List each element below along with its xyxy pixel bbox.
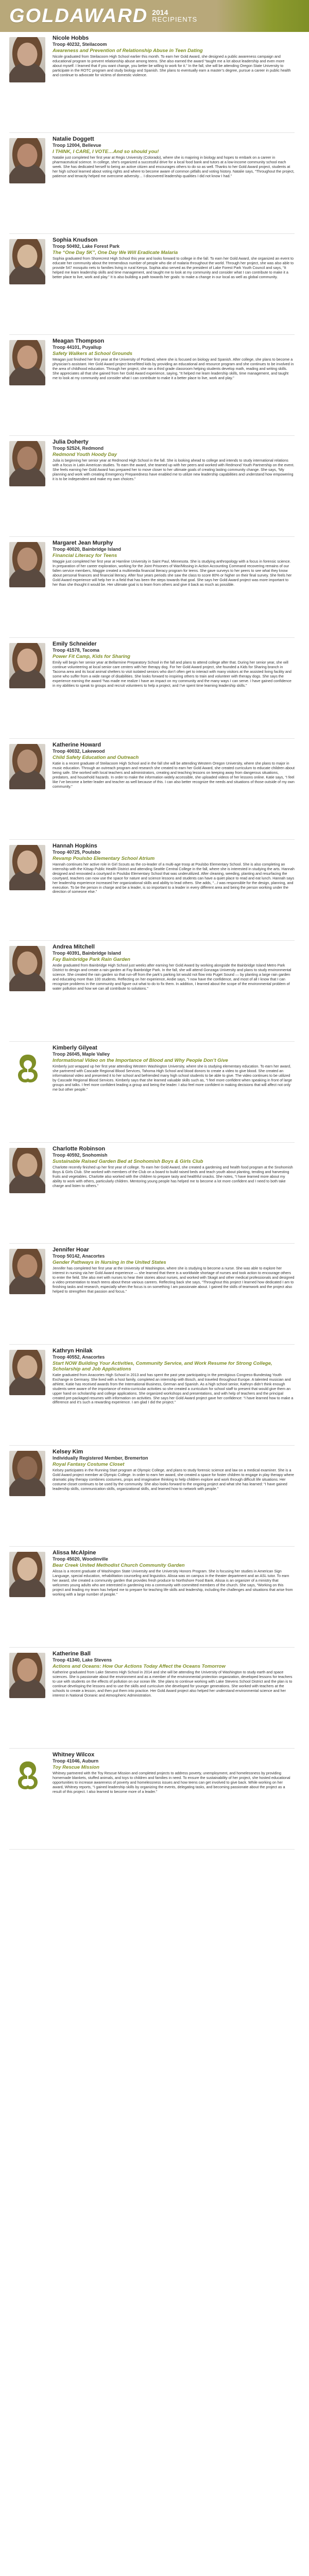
- recipient-info: [53, 1449, 295, 1543]
- recipient-photo: [9, 1552, 45, 1597]
- recipient-description: Katie is a recent graduate of Steilacoom High School and in the fall she will be attending Western Oregon University, where she plans to major in music education. Through an outreach program and research she created to earn her Gold Award, she created curriculum to educate children about being safe. She worked with local teachers and administrators, creating and teaching lessons on keeping away from dangerous situations, predators, and household hazards. In order to make the information widely accessible, she uploaded videos of her lessons online. Katie says, “I feel like I’ve become a better leader and teacher as well because of this. I can also better recognize the needs and situations of those outside of my own community.”: [53, 761, 295, 789]
- project-title: Fay Bainbridge Park Rain Garden: [53, 957, 130, 962]
- recipient-description: Whitney partnered with the Toy Rescue Mission and completed projects to address poverty, unemployment, and homelessness by providing homemade blankets, stuffed animals, and toys to children and families in need. To ensure the sustainability of her project, she hosted educational opportunities to increase awareness of poverty and homelessness issues and how teens can get involved to give back. While working on her award, Whitney reports, “I gained leadership skills by organizing the events, delegating tasks, and becoming passionate about the project as a result of this project. I also learned to become more of a leader.”: [53, 1771, 290, 1794]
- recipient-name: Sophia Knudson: [53, 237, 98, 243]
- recipient-troop: Troop 26045, Maple Valley: [53, 1052, 110, 1057]
- recipient-troop: Troop 50492, Lake Forest Park: [53, 244, 120, 249]
- recipient-info: [53, 641, 295, 735]
- recipient-info: [53, 1146, 295, 1240]
- recipient-troop: Troop 41046, Auburn: [53, 1758, 99, 1764]
- header-subtitle: RECIPIENTS: [152, 15, 198, 23]
- project-title: Start NOW Building Your Activities, Community Service, and Work Resume for Strong College, Scholarship and Job Applications: [53, 1361, 272, 1372]
- recipient-description: Nicole graduated from Steilacoom High School earlier this month. To earn her Gold Award, she designed a public awareness campaign and educational program to prevent relationship abuse among teens. She also earned the award “taught me a lot about leadership and even more about myself. I learned that if you want change, you better be willing to work for it.” In the fall, she will be attending Oregon State University to participate in the ROTC program and study biology and Spanish. She plans to eventually earn a master’s degree, pursue a career in public health and continue to advocate for victims of domestic violence.: [53, 54, 291, 77]
- recipient-name: Jennifer Hoar: [53, 1247, 89, 1253]
- recipient-card: [9, 234, 295, 335]
- recipient-card: [9, 638, 295, 739]
- recipient-info: [53, 1752, 295, 1846]
- recipient-info: [53, 843, 295, 937]
- recipient-troop: Individually Registered Member, Bremerton: [53, 1455, 148, 1461]
- recipient-info: [53, 1651, 295, 1745]
- recipient-info: [53, 540, 295, 634]
- recipient-description: Emily will begin her senior year at Bellarmine Preparatory School in the fall and plans to attend college after that. During her senior year, she will continue volunteering at local senior care centers with her therapy dog. For her Gold Award project, she founded a Kids for Sharing branch in Tacoma area and its local animal shelters to visit isolated seniors who don’t often get to interact with many visitors at the assisted living facility and some who suffer from a wide range of disabilities. She looks forward to inspiring others to train and volunteer with therapy dogs. She says the experience earning the award “has made me realize I have an impact on my community and the many ways I can serve. I have gained confidence in my abilities to speak to groups and recruit volunteers to help a project, and I’ve spent time learning leadership skills.”: [53, 660, 291, 688]
- recipient-troop: Troop 41340, Lake Stevens: [53, 1657, 112, 1663]
- recipient-name: Katherine Ball: [53, 1651, 91, 1657]
- recipient-name: Charlotte Robinson: [53, 1146, 106, 1152]
- project-title: Bear Creek United Methodist Church Community Garden: [53, 1563, 185, 1568]
- recipient-description: Julia is beginning her senior year at Redmond High School in the fall. She is looking ahead to college and intends to study international relations with a focus in Latin American studies. To earn the award, she teamed up with her peers and worked with Redmond Youth Partnership on the event. She feels earning her Gold Award has prepared her to move closer to her ultimate goals of creating lasting community change. She says, “My planning and work with creating Emergency Preparedness have enabled me to utilize new leadership capabilities and understand how empowering it is to be independent and make my own choices.”: [53, 458, 295, 481]
- project-title: Sustainable Raised Garden Bed at Snohomish Boys & Girls Club: [53, 1159, 203, 1164]
- recipient-troop: Troop 40232, Steilacoom: [53, 42, 107, 47]
- recipient-description: Charlotte recently finished up her first year of college. To earn her Gold Award, she created a gardening and health food program at the Snohomish Boys & Girls Club. She worked with members of the Club on a board to build raised beds and teach youth about planting, tending and harvesting fruits and vegetables. Charlotte also worked with the children to prepare tasty and healthful snacks. She notes, “I have learned more about my ability to work with others, particularly children. Mentoring young people has helped me to become a lot more confident and I need to both take charge and listen to others.”: [53, 1165, 293, 1188]
- recipient-info: [53, 1045, 295, 1139]
- recipient-name: Meagan Thompson: [53, 338, 105, 344]
- recipient-card: [9, 335, 295, 436]
- recipient-troop: Troop 52524, Redmond: [53, 446, 104, 451]
- recipient-troop: Troop 44101, Puyallup: [53, 345, 102, 350]
- page-header: [0, 0, 309, 32]
- project-title: Financial Literacy for Teens: [53, 553, 117, 558]
- recipient-name: Emily Schneider: [53, 641, 97, 647]
- recipient-description: Meagan just finished her first year at the University of Portland, where she is focused on biology and Spanish. After college, she plans to become a physician’s assistant. Her Gold Award project benefitted kids by providing an educational and resource program and she continues to be involved in the area of childhood education. Through her project, she ran a third grade classroom helping students develop math, reading and writing skills. She appreciates all that she gained from her Gold Award experience, saying, “It helped me learn leadership skills, time management, and taught me to look at my community and consider what I can contribute to make it a better place to live, work and play.”: [53, 357, 294, 380]
- project-title: Safety Walkers at School Grounds: [53, 351, 133, 357]
- recipient-info: [53, 1247, 295, 1341]
- recipient-card: [9, 436, 295, 537]
- trefoil-logo-icon: [9, 1754, 45, 1799]
- recipient-name: Nicole Hobbs: [53, 35, 89, 41]
- project-title: Redmond Youth Hoody Day: [53, 452, 117, 457]
- project-title: Revamp Poulsbo Elementary School Atrium: [53, 856, 155, 861]
- recipient-description: Sophia graduated from Shorecrest High School this year and looks forward to college in the fall. To earn her Gold Award, she organized an event to educate her community about the tremendous number of people who die of malaria throughout the world. Through her project, she was also able to provide 547 mosquito nets to families living in rural Kenya. Sophia also served as the president of Lake Forest Park Youth Council and says, “It helped me learn leadership skills and time management, and taught me to look at my community and consider what I can contribute to make it a better place to live, work and play.” It is also building a path towards her goals: to make a change in our local as well as global community.: [53, 256, 294, 279]
- recipient-description: Hannah continues her active role in Girl Scouts as the co-leader of a multi-age troop at Poulsbo Elementary School. She is also completing an internship with the Kitsap Public Health District and attending Seattle Central College in the fall, where she is interested in studying the arts. Hannah designed and renovated a courtyard in Poulsbo Elementary School that was underutilized. After cleaning, weeding, planting and resurfacing the courtyard, teachers can now use the space for nature and science lessons and students can have a quiet place to read and eat lunch. Hannah says her leadership experience increased her organizational skills and ability to lead others. She adds, “...I was responsible for the design, planning, and execution. To be the person in charge and be a leader, is so important to a leader in every different area and being the person working under the direction of someone else.”: [53, 862, 295, 894]
- recipient-info: [53, 1550, 295, 1644]
- recipient-card: [9, 1547, 295, 1648]
- recipient-name: Natalie Doggett: [53, 136, 94, 142]
- recipient-info: [53, 136, 295, 230]
- recipient-card: [9, 1244, 295, 1345]
- recipient-card: [9, 1749, 295, 1850]
- recipient-description: Alissa is a recent graduate of Washington State University and the University Honors Program. She is focusing her studies in American Sign Language, special education, rehabilitation counseling and linguistics. Alissa was on campus in the theater department and an ASL tutor. To earn her award, she created a community garden that provides fresh produce to Northshore Food Bank. Alissa is an organizer of a ministry that welcomes young adults who are interested in gardening into a community with committed members of the church. She says, “Working on this project and leading my team has helped me to prepare for teaching life skills and leadership, including the challenges and situations that arise from working with a large number of people.”: [53, 1569, 293, 1597]
- recipient-name: Kathryn Hnilak: [53, 1348, 93, 1354]
- recipient-name: Julia Doherty: [53, 439, 89, 445]
- recipient-description: Katie graduated from Anacortes High School in 2013 and has spent the past year participating in the prestigious Congress-Bundestag Youth Exchange in Germany. She lived with a host family, completed an internship with Bosch, and traveled throughout Europe. A talented musician and athlete, Katie has received awards from the International Business, German and Spanish. As a high school senior, Kathryn didn’t think enough students were aware of the importance of extra-curricular activities so she created a curriculum for school staff to present that would give them an upper hand on scholarship and college applications. She organized workshops and presentations, and with help of teachers and the principal created pre-packaged resumes with information on activities. She says her Gold Award project gave her confidence: “I have learned how to make a difference and it’s such a rewarding experience. I am glad I did the project.”: [53, 1372, 294, 1405]
- recipient-card: [9, 1143, 295, 1244]
- recipient-card: [9, 537, 295, 638]
- recipient-photo: [9, 1350, 45, 1395]
- recipient-card: [9, 1345, 295, 1446]
- project-title: Power Fit Camp, Kids for Sharing: [53, 654, 130, 659]
- project-title: Awareness and Prevention of Relationship Abuse in Teen Dating: [53, 48, 203, 54]
- recipient-photo: [9, 1249, 45, 1294]
- recipient-info: [53, 944, 295, 1038]
- recipient-card: [9, 1042, 295, 1143]
- recipient-list: [0, 32, 309, 1850]
- recipient-photo: [9, 845, 45, 890]
- trefoil-logo-icon: [9, 1047, 45, 1092]
- recipient-troop: Troop 50142, Anacortes: [53, 1253, 105, 1259]
- recipient-description: Jennifer has completed her first year at the University of Washington, where she is studying to become a nurse. She was able to explore her interest in nursing via her Gold Award experience — she learned that there is a worldwide shortage of nurses and took action to encourage others to enter the field. She also met with nurses to hear their stories about nurses, and worked with Skagit and other medical professionals and designed a video presentation to teach teens about these various careers. Reflecting back she says, “Throughout this project I learned how dedicated I am to finishing tasks and research, especially when the focus is on something I am passionate about. I gained the skills of teamwork and the project also helped to strengthen that passion and focus.”: [53, 1266, 295, 1294]
- recipient-photo: [9, 138, 45, 183]
- recipient-photo: [9, 441, 45, 486]
- recipient-troop: Troop 40725, Poulsbo: [53, 850, 101, 855]
- recipient-photo: [9, 37, 45, 82]
- project-title: Toy Rescue Mission: [53, 1765, 99, 1770]
- recipient-info: [53, 439, 295, 533]
- project-title: I THINK, I CARE, I VOTE…And so should you!: [53, 149, 159, 155]
- recipient-troop: Troop 45020, Woodinville: [53, 1556, 108, 1562]
- recipient-card: [9, 739, 295, 840]
- recipient-name: Margaret Jean Murphy: [53, 540, 113, 546]
- recipient-card: [9, 133, 295, 234]
- recipient-name: Andrea Mitchell: [53, 944, 95, 950]
- recipient-troop: Troop 41578, Tacoma: [53, 648, 99, 653]
- recipient-name: Whitney Wilcox: [53, 1752, 95, 1758]
- recipient-info: [53, 1348, 295, 1442]
- recipient-photo: [9, 643, 45, 688]
- recipient-description: Kelsey participates in the Running Start program at Olympic College, and plans to study forensic science and law on a medical examiner. She is a Gold Award project member at Olympic College. In order to earn her award, she created a space for foster children to engage in play therapy where dramatic play therapy combines costumes, props and imaginative thinking to help children explore and work through difficult life situations. Her costume closet continues to be used by the community. She also looks forward to the ongoing project and what she has learned: “I have gained leadership skills, communication skills, organizational skills, and learned how to network with people.”: [53, 1468, 294, 1491]
- recipient-photo: [9, 1451, 45, 1496]
- recipient-name: Kimberly Gilyeat: [53, 1045, 97, 1051]
- recipient-photo: [9, 946, 45, 991]
- header-title: GOLDAWARD: [9, 5, 148, 27]
- recipient-card: [9, 1648, 295, 1749]
- recipient-card: [9, 1446, 295, 1547]
- recipient-description: Andie graduated from Bainbridge High School just weeks after earning her Gold Award by working alongside the Bainbridge Island Metro Park District to design and create a rain garden at Fay Bainbridge Park. In the fall, she will attend Gonzaga University and plans to study environmental science. She created the rain garden so that run-off from the park’s parking lot would not flow into Puget Sound — by planting a large rain garden and educating more than 100 students. Reflecting on her experience, Andie says, “I now have the confidence, and most of all I know that I can recognize problems in the community and figure out what to do to fix them. In addition, I learned about the scope of the environmental problem of water pollution and how we can all contribute to solutions.”: [53, 963, 291, 991]
- recipient-name: Katherine Howard: [53, 742, 101, 748]
- project-title: Informational Video on the Importance of Blood and Why People Don’t Give: [53, 1058, 228, 1063]
- recipient-description: Katherine graduated from Lake Stevens High School in 2014 and she will be attending the University of Washington to study earth and space sciences. She is passionate about the environment and as a member of the environmental protection organization, developed lessons for teachers to use with students on the effects of pollution on our ocean life. She plans to continue working with Lake Stevens School District and the plan is to continue developing the lessons and to use the skills and curriculum she developed for younger generations. She worked with teachers at the schools to create a lesson, and then put them into practice. Her Gold Award project also helped her understand environmental science and her interest in National Oceanic and Atmospheric Administration.: [53, 1670, 293, 1698]
- project-title: The “One Day 5K”, One Day We Will Eradicate Malaria: [53, 250, 178, 256]
- recipient-name: Kelsey Kim: [53, 1449, 83, 1455]
- recipient-name: Hannah Hopkins: [53, 843, 97, 849]
- project-title: Actions and Oceans: How Our Actions Today Affect the Oceans Tomorrow: [53, 1664, 226, 1669]
- recipient-troop: Troop 40020, Bainbridge Island: [53, 547, 122, 552]
- recipient-troop: Troop 40552, Anacortes: [53, 1354, 105, 1360]
- recipient-photo: [9, 340, 45, 385]
- recipient-troop: Troop 40592, Snohomish: [53, 1153, 108, 1158]
- recipient-info: [53, 35, 295, 129]
- recipient-photo: [9, 542, 45, 587]
- header-year: 2014: [152, 8, 168, 16]
- recipient-card: [9, 32, 295, 133]
- recipient-info: [53, 338, 295, 432]
- header-subtitle-block: [152, 9, 197, 23]
- project-title: Child Safety Education and Outreach: [53, 755, 139, 760]
- recipient-description: Natalie just completed her first year at Regis University (Colorado), where she is majoring in biology and hopes to embark on a career in pharmaceutical science. In college, she’s organized a successful drive for a local food bank and tutors at a low-income community school each week. She has dedicated herself to being an active citizen and encourages others to do so as well. Thanks to her Gold Award project, students at her high school learned about voting rights and where to become aware of common pitfalls and voting history. Natalie says, “Throughout the project, patience and tenacity helped me overcome adversity… I discovered leadership qualities I did not know I had.”: [53, 155, 295, 178]
- recipient-description: Maggie just completed her first year at Hamline University in Saint Paul, Minnesota. She is studying anthropology with a focus in forensic science. In preparation of her career exploration, working for the Joint Prisoners of War/Missing in Action Accounting Command recovering remains of our fallen service members, Maggie created a multimedia financial literacy program for teens. She gave surveys to her peers to see what they know about personal finances and financial literacy. After four years periods she saw the class to score 80% or higher on their final survey. She feels her Gold Award experience will help her in a field that has been the steps towards that goal. She says her Gold Award project was more important to her than she thought it would be. Her ultimate goal is to learn from others and give it back as much as possible.: [53, 559, 292, 587]
- recipient-photo: [9, 744, 45, 789]
- recipient-photo: [9, 1148, 45, 1193]
- recipient-card: [9, 941, 295, 1042]
- recipient-info: [53, 237, 295, 331]
- recipient-description: Kimberly just wrapped up her first year attending Western Washington University, where she is studying elementary education. To earn her award, she partnered with Cascade Regional Blood Services, Tahoma High School and blood donors to create a video to give blood. She created an informational video and presented it to her school and befriended many high school students to be able to give. The video continues to be utilized by Cascade Regional Blood Services. Kimberly says that she learned valuable skills such as, “I feel more confident when speaking in front of large groups and talks. I feel more confident leading a group and being the leader. I also feel more confident in making decisions that will affect not only me but other people.”: [53, 1064, 293, 1092]
- recipient-troop: Troop 12004, Bellevue: [53, 143, 101, 148]
- recipient-troop: Troop 40032, Lakewood: [53, 749, 105, 754]
- recipient-troop: Troop 40391, Bainbridge Island: [53, 951, 122, 956]
- project-title: Royal Fantasy Costume Closet: [53, 1462, 125, 1467]
- recipient-photo: [9, 239, 45, 284]
- project-title: Gender Pathways in Nursing in the United States: [53, 1260, 166, 1265]
- recipient-name: Alissa McAlpine: [53, 1550, 96, 1556]
- recipient-info: [53, 742, 295, 836]
- recipient-photo: [9, 1653, 45, 1698]
- recipient-card: [9, 840, 295, 941]
